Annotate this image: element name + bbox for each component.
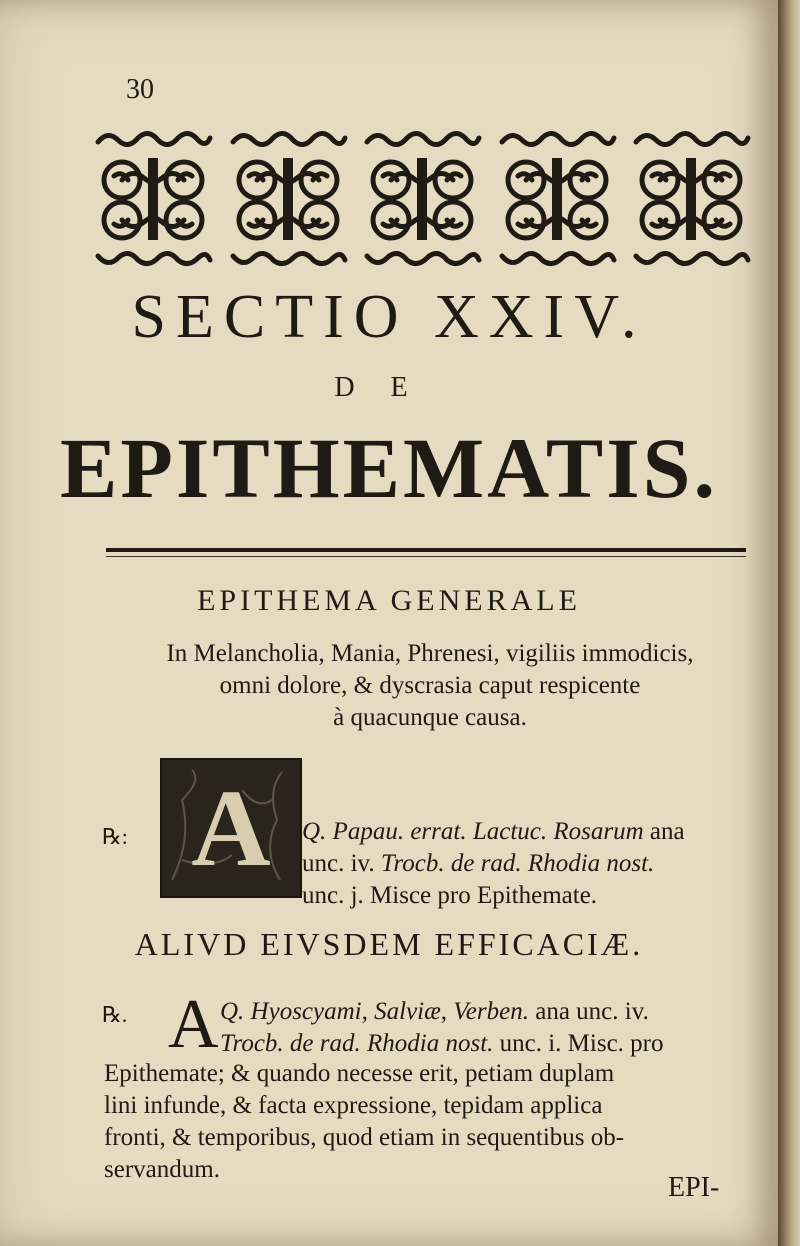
recipe-heading: EPITHEMA GENERALE: [197, 584, 581, 617]
ornament-tile: [630, 128, 752, 268]
ornament-tile: [361, 128, 483, 268]
recipe-text: [220, 996, 765, 1060]
book-gutter: [778, 0, 800, 1246]
body-line: servandum.: [104, 1156, 220, 1183]
recipe-symbol: ℞.: [102, 1002, 128, 1027]
page-number: 30: [126, 74, 154, 105]
recipe-text-fragment: ana: [643, 818, 685, 845]
description-line: omni dolore, & dyscrasia caput respicente: [219, 672, 641, 699]
ornamental-headpiece: [92, 128, 752, 268]
recipe-symbol: ℞:: [102, 824, 128, 849]
recipe-text-fragment: ana unc. iv.: [528, 998, 649, 1025]
decorated-initial: [160, 758, 302, 898]
recipe-body: [104, 1058, 766, 1186]
section-de: DE: [334, 372, 444, 403]
recipe-ingredients: Trocb. de rad. Rhodia nost.: [380, 850, 655, 877]
section-heading: SECTIO XXIV.: [131, 283, 647, 351]
divider-rule-thin: [106, 556, 746, 557]
ornament-tile: [92, 128, 214, 268]
recipe-ingredients: Trocb. de rad. Rhodia nost.: [220, 1030, 494, 1057]
page-title: EPITHEMATIS.: [59, 420, 719, 516]
divider-rule: [106, 548, 746, 552]
ornament-tile: [496, 128, 618, 268]
recipe-text: [302, 816, 762, 912]
initial-letter: A: [168, 986, 219, 1063]
description-line: In Melancholia, Mania, Phrenesi, vigiliis immodicis,: [166, 640, 694, 667]
body-line: lini infunde, & facta expressione, tepidam applica: [104, 1092, 603, 1119]
initial-letter: A: [191, 767, 271, 889]
recipe-ingredients: Q. Hyoscyami, Salviæ, Verben.: [220, 998, 529, 1025]
catchword: EPI-: [668, 1172, 720, 1203]
recipe-ingredients: Q. Papau. errat. Lactuc. Rosarum: [302, 818, 644, 845]
recipe-description: [100, 638, 760, 734]
recipe-text-fragment: unc. iv.: [302, 850, 381, 877]
description-line: à quacunque causa.: [333, 704, 527, 731]
ornament-tile: [227, 128, 349, 268]
recipe-heading-2: ALIVD EIVSDEM EFFICACIÆ.: [134, 926, 644, 962]
body-line: Epithemate; & quando necesse erit, petiam duplam: [104, 1060, 615, 1087]
recipe-text-fragment: unc. i. Misc. pro: [493, 1030, 664, 1057]
body-line: fronti, & temporibus, quod etiam in sequentibus ob-: [104, 1124, 625, 1151]
recipe-text-fragment: unc. j. Misce pro Epithemate.: [302, 882, 598, 909]
